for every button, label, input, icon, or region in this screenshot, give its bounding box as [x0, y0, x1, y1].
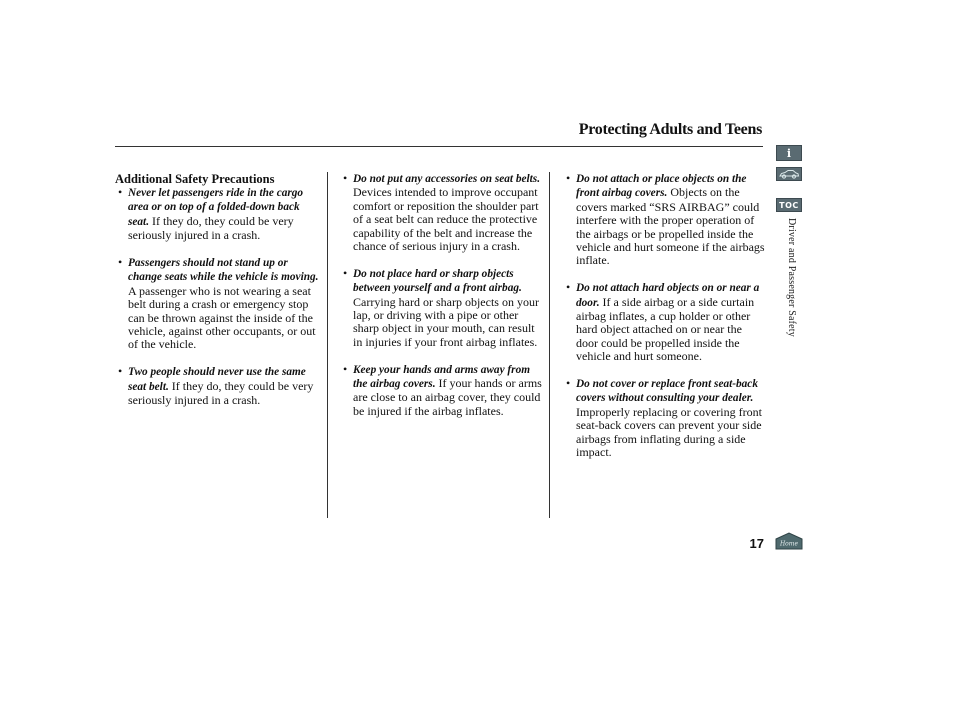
bullet-marker: •: [566, 280, 571, 295]
bullet-marker: •: [343, 265, 348, 280]
column-divider: [327, 172, 328, 518]
bullet-marker: •: [566, 171, 571, 185]
bullet-marker: •: [566, 376, 571, 391]
car-icon: [778, 169, 800, 179]
section-heading: Additional Safety Precautions: [115, 172, 275, 186]
bullet-text: Objects on the covers marked “SRS AIRBAG” could interfere with the proper operation of the airbags or be propelled inside the vehicle and hurt someone if the airbags inflate.: [576, 185, 765, 268]
page-number: 17: [749, 536, 764, 551]
bullet-lead: Do not put any accessories on seat belts.: [353, 173, 541, 185]
info-icon: i: [786, 146, 792, 160]
bullet-text: Improperly replacing or covering front seat-back covers can prevent your side airbags from inflating during a side impact.: [576, 404, 762, 460]
bullet-lead: Do not attach or place objects on the front airbag covers.: [576, 173, 747, 200]
list-item: [115, 256, 321, 352]
bullet-marker: •: [343, 171, 348, 185]
bullet-text: Devices intended to improve occupant comfort or reposition the shoulder part of a seat belt can reduce the protective capability of the belt and increase the chance of serious injury in a crash.: [353, 185, 539, 254]
bullet-text: If they do, they could be very seriously injured in a crash.: [128, 213, 294, 243]
title-divider: [115, 146, 763, 147]
list-item: [340, 267, 542, 349]
bullet-marker: •: [343, 361, 348, 376]
bullet-lead: Never let passengers ride in the cargo area or on top of a folded-down back seat.: [128, 187, 304, 228]
bullet-text: A passenger who is not wearing a seat belt during a crash or emergency stop can be thrown against the inside of the vehicle, against other occupants, or out of the vehicle.: [128, 283, 316, 352]
list-item: [115, 186, 321, 243]
bullet-lead: Do not place hard or sharp objects between yourself and a front airbag.: [353, 267, 522, 295]
home-icon: [776, 533, 802, 549]
bullet-lead: Do not attach hard objects on or near a door.: [576, 282, 760, 309]
bullet-marker: •: [118, 185, 123, 199]
toc-button[interactable]: TOC: [776, 198, 802, 212]
home-button[interactable]: [775, 532, 803, 550]
bullet-marker: •: [118, 255, 123, 270]
bullet-lead: Two people should never use the same seat belt.: [128, 366, 306, 393]
list-item: [340, 363, 542, 419]
car-button[interactable]: [776, 167, 802, 181]
column-1: [115, 172, 321, 421]
bullet-text: If a side airbag or a side curtain airbag inflates, a cup holder or other hard object attached on or near the door could be propelled inside the vehicle and hurt someone.: [576, 294, 755, 364]
column-2: [340, 172, 542, 432]
list-item: [563, 281, 765, 363]
page-title: Protecting Adults and Teens: [578, 121, 762, 138]
section-side-label: Driver and Passenger Safety: [786, 218, 797, 337]
list-item: [115, 365, 321, 407]
info-button[interactable]: [776, 145, 802, 161]
bullet-text: Carrying hard or sharp objects on your lap, or driving with a pipe or other sharp object in your mouth, can result in injuries if your front airbag inflates.: [353, 294, 539, 349]
list-item: [340, 172, 542, 253]
bullet-lead: Do not cover or replace front seat-back covers without consulting your dealer.: [576, 378, 758, 405]
list-item: [563, 377, 765, 459]
home-label: Home: [779, 540, 799, 548]
bullet-marker: •: [118, 364, 123, 379]
bullet-lead: Passengers should not stand up or change seats while the vehicle is moving.: [128, 257, 319, 284]
column-3: [563, 172, 765, 473]
bullet-lead: Keep your hands and arms away from the airbag covers.: [353, 363, 531, 391]
column-divider: [549, 172, 550, 518]
bullet-text: If your hands or arms are close to an airbag cover, they could be injured if the airbag inflates.: [353, 376, 542, 418]
list-item: [563, 172, 765, 268]
bullet-text: If they do, they could be very seriously injured in a crash.: [128, 378, 314, 408]
